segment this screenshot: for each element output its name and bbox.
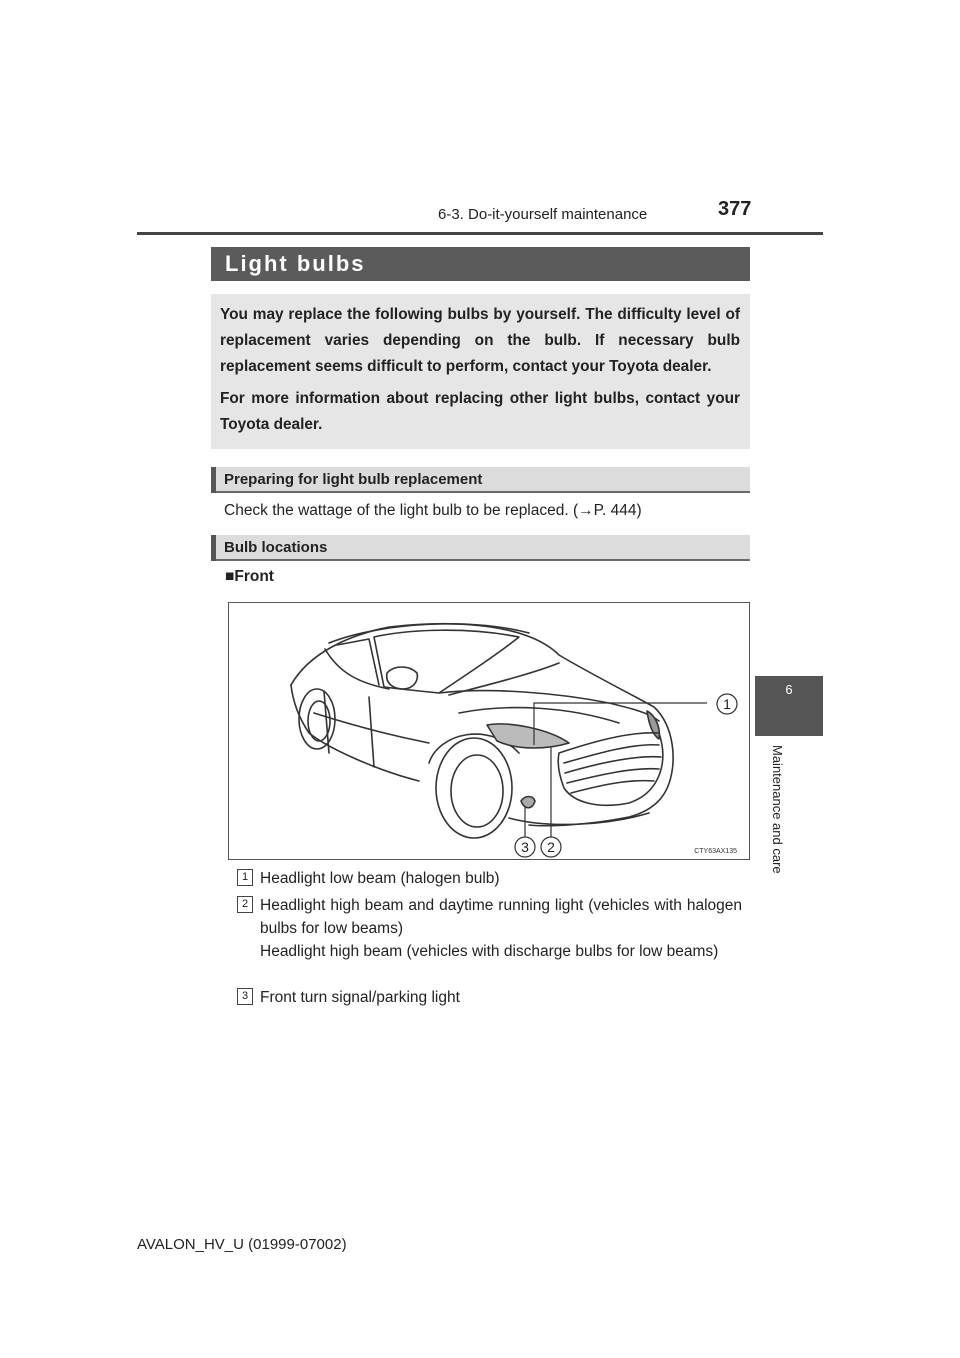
front-subheading: ■Front bbox=[225, 568, 274, 585]
legend-text: Headlight high beam and daytime running light (vehicles with halogen bulbs for low beams) bbox=[260, 897, 742, 937]
section-heading-locations bbox=[211, 535, 750, 561]
legend-number: 2 bbox=[237, 896, 253, 913]
legend-number: 3 bbox=[237, 988, 253, 1005]
heading-marker bbox=[211, 467, 216, 493]
running-header-section: 6-3. Do-it-yourself maintenance bbox=[438, 206, 648, 223]
legend-text: Headlight low beam (halogen bulb) bbox=[260, 870, 500, 887]
page-title: Light bulbs bbox=[225, 251, 366, 276]
svg-text:3: 3 bbox=[521, 839, 529, 855]
preparing-text: Check the wattage of the light bulb to be replaced. (→P. 444) bbox=[224, 502, 642, 519]
section-heading-preparing bbox=[211, 467, 750, 493]
footer-document-id: AVALON_HV_U (01999-07002) bbox=[137, 1236, 347, 1253]
section-heading-text: Preparing for light bulb replacement bbox=[224, 471, 483, 488]
car-drawing bbox=[229, 603, 749, 859]
intro-paragraph: For more information about replacing other light bulbs, contact your Toyota dealer. bbox=[220, 390, 740, 433]
page-title-bar bbox=[211, 247, 750, 281]
legend-text: Headlight high beam (vehicles with discharge bulbs for low beams) bbox=[260, 943, 719, 960]
car-front-illustration bbox=[228, 602, 750, 860]
figure-code: CTY63AX135 bbox=[694, 848, 737, 855]
legend-text: Front turn signal/parking light bbox=[260, 989, 460, 1006]
callout-1 bbox=[717, 694, 737, 714]
chapter-label bbox=[767, 745, 791, 895]
legend-number: 1 bbox=[237, 869, 253, 886]
svg-text:2: 2 bbox=[547, 839, 555, 855]
intro-paragraph: You may replace the following bulbs by yourself. The difficulty level of replacement varies depending on the bulb. If necessary bulb replacement seems difficult to perform, contact your Toyota dealer. bbox=[220, 306, 740, 375]
svg-text:1: 1 bbox=[723, 696, 731, 712]
callout-3 bbox=[515, 837, 535, 857]
chapter-number: 6 bbox=[785, 682, 793, 697]
section-heading-text: Bulb locations bbox=[224, 539, 328, 556]
heading-marker bbox=[211, 535, 216, 561]
header-rule bbox=[137, 232, 823, 235]
chapter-label-text: Maintenance and care bbox=[770, 745, 785, 874]
page-number: 377 bbox=[718, 198, 752, 220]
callout-2 bbox=[541, 837, 561, 857]
intro-box bbox=[211, 294, 750, 449]
